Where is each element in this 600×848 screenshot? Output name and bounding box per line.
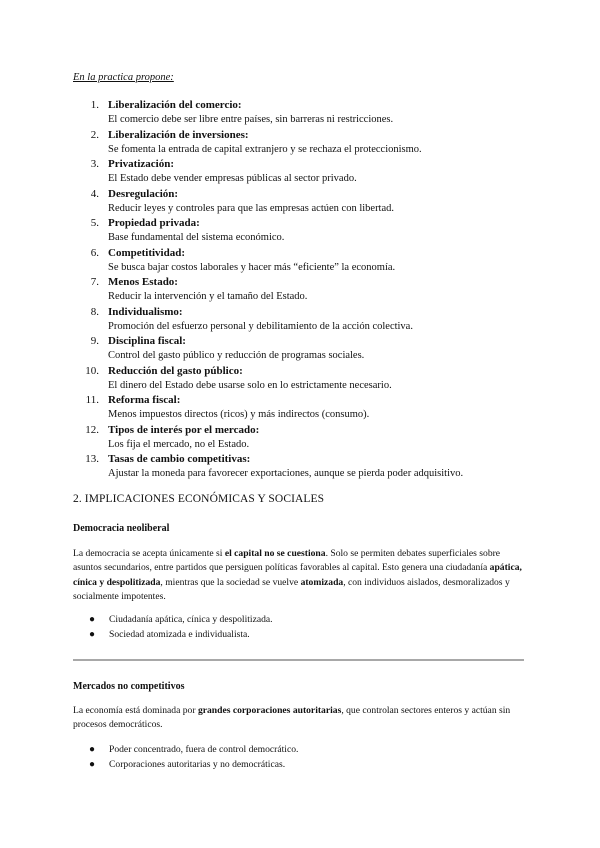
item-title: Liberalización de inversiones: xyxy=(108,128,249,141)
item-number: 5. xyxy=(90,217,99,229)
list-item xyxy=(73,98,543,128)
list-item: ● Corporaciones autoritarias y no democráticas. xyxy=(73,758,298,773)
democracia-paragraph: La democracia se acepta únicamente si el capital no se cuestiona. Solo se permiten debates superficiales sobre asuntos secundarios, entre partidos que persiguen políticas favorables al capital. Esto genera una ciudadanía apática, cínica y despolitizada, mientras que la sociedad se vuelve atomizada, con individuos aislados, desmoralizados y socialmente impotentes. xyxy=(73,548,522,602)
item-description: Se fomenta la entrada de capital extranjero y se rechaza el proteccionismo. xyxy=(108,143,422,155)
item-description: Base fundamental del sistema económico. xyxy=(108,232,285,243)
item-title: Disciplina fiscal: xyxy=(108,335,186,347)
item-title: Propiedad privada: xyxy=(108,217,200,229)
item-number: 3. xyxy=(90,158,99,170)
subsection-title-democracia: Democracia neoliberal xyxy=(73,523,170,534)
mercados-bullets xyxy=(73,743,298,772)
item-title: Tasas de cambio competitivas: xyxy=(108,453,251,465)
item-title: Desregulación: xyxy=(108,187,179,200)
list-item: ● Sociedad atomizada e individualista. xyxy=(73,628,273,643)
item-number: 7. xyxy=(90,276,99,288)
item-description: Control del gasto público y reducción de programas sociales. xyxy=(108,350,365,361)
item-number: 9. xyxy=(90,335,99,347)
mercados-paragraph: La economía está dominada por grandes corporaciones autoritarias, que controlan sectores enteros y actúan sin procesos democráticos. xyxy=(73,705,511,731)
section-heading: 2. IMPLICACIONES ECONÓMICAS Y SOCIALES xyxy=(73,493,325,505)
item-description: El comercio debe ser libre entre países, sin barreras ni restricciones. xyxy=(108,114,394,125)
item-title: Individualismo: xyxy=(108,305,183,318)
list-item xyxy=(73,157,543,187)
list-item: ● Poder concentrado, fuera de control democrático. xyxy=(73,743,298,758)
list-item xyxy=(73,128,543,158)
list-item: ● Ciudadanía apática, cínica y despolitizada. xyxy=(73,613,273,628)
item-title: Liberalización del comercio: xyxy=(108,99,242,111)
item-description: Reducir la intervención y el tamaño del Estado. xyxy=(108,291,308,302)
list-item xyxy=(73,275,543,305)
item-number: 1. xyxy=(90,99,99,111)
item-title: Menos Estado: xyxy=(108,276,178,288)
bullet-icon: ● xyxy=(89,614,96,625)
item-number: 4. xyxy=(90,187,99,200)
bold-phrase: atomizada xyxy=(300,576,344,588)
item-description: El dinero del Estado debe usarse solo en lo estrictamente necesario. xyxy=(108,379,392,391)
list-item xyxy=(73,246,543,276)
item-number: 8. xyxy=(90,305,99,318)
item-description: Reducir leyes y controles para que las empresas actúen con libertad. xyxy=(108,202,395,214)
list-item xyxy=(73,452,543,482)
intro-label: En la practica propone: xyxy=(73,72,174,83)
item-number: 10. xyxy=(85,364,99,377)
list-item xyxy=(73,423,543,453)
list-item xyxy=(73,393,543,423)
democracia-bullets xyxy=(73,613,273,642)
item-title: Privatización: xyxy=(108,158,174,170)
item-description: Los fija el mercado, no el Estado. xyxy=(108,438,250,450)
bullet-icon: ● xyxy=(89,758,96,770)
item-description: Promoción del esfuerzo personal y debilitamiento de la acción colectiva. xyxy=(108,320,413,332)
list-item xyxy=(73,364,543,394)
item-number: 12. xyxy=(85,423,99,436)
item-number: 11. xyxy=(85,394,99,406)
item-title: Competitividad: xyxy=(108,246,185,259)
item-number: 6. xyxy=(90,246,99,259)
bullet-icon: ● xyxy=(89,628,96,640)
item-description: El Estado debe vender empresas públicas al sector privado. xyxy=(108,173,357,184)
horizontal-divider xyxy=(73,659,524,661)
item-title: Reducción del gasto público: xyxy=(108,364,243,377)
item-description: Se busca bajar costos laborales y hacer más “eficiente” la economía. xyxy=(108,261,396,273)
bullet-icon: ● xyxy=(89,744,96,755)
proposals-list xyxy=(73,98,543,482)
item-description: Ajustar la moneda para favorecer exportaciones, aunque se pierda poder adquisitivo. xyxy=(108,468,464,479)
item-number: 13. xyxy=(85,453,99,465)
subsection-title-mercados: Mercados no competitivos xyxy=(73,681,185,692)
bold-phrase: grandes corporaciones autoritarias xyxy=(197,705,342,716)
item-number: 2. xyxy=(90,128,99,141)
bold-phrase: el capital no se cuestiona xyxy=(224,548,326,559)
item-title: Tipos de interés por el mercado: xyxy=(108,423,260,436)
list-item xyxy=(73,216,543,246)
bold-phrase: apática, cínica y despolitizada xyxy=(73,562,522,588)
item-title: Reforma fiscal: xyxy=(108,394,181,406)
list-item xyxy=(73,305,543,335)
list-item xyxy=(73,334,543,364)
item-description: Menos impuestos directos (ricos) y más indirectos (consumo). xyxy=(108,409,370,420)
list-item xyxy=(73,187,543,217)
